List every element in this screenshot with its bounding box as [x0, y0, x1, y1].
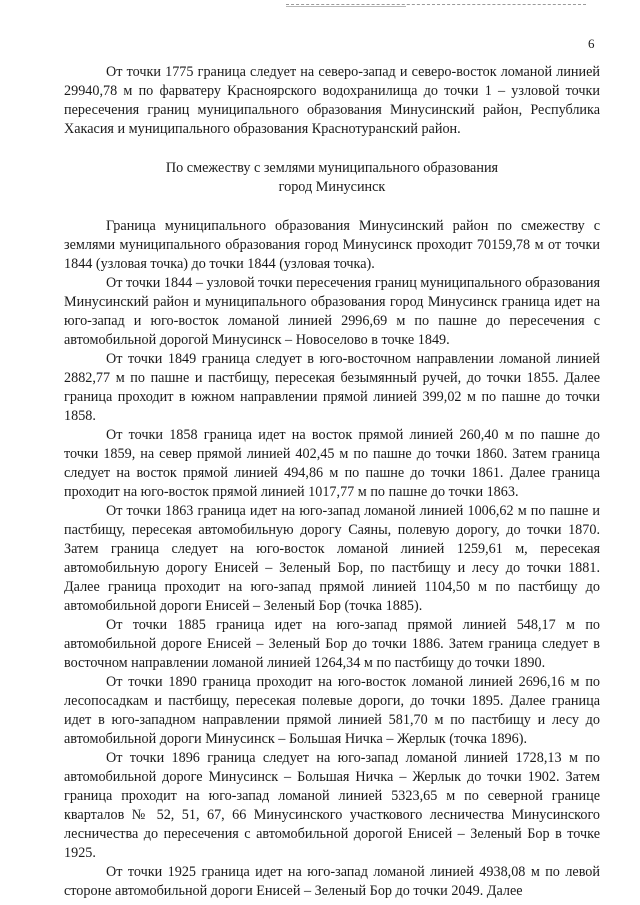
intro-paragraph: От точки 1775 граница следует на северо-запад и северо-восток ломаной линией 29940,78 м по фарватеру Красноярского водохранилища до точки 1 – узловой точки пересечения границ муниципального образования Минусинский район, Республика Хакасия и муниципального образования Краснотуранский район. — [64, 64, 600, 137]
paragraph: От точки 1885 граница идет на юго-запад прямой линией 548,17 м по автомобильной дороге Енисей – Зеленый Бор до точки 1886. Затем граница следует в восточном направлении ломаной линией 1264,34 м по пастбищу до точки 1890. — [64, 617, 600, 671]
scan-edge-rule-secondary — [286, 6, 406, 7]
paragraph: От точки 1844 – узловой точки пересечения границ муниципального образования Минусинский район и муниципального образования город Минусинск граница идет на юго-запад и юго-восток ломаной линией 2996,69 м по пашне до пересечения с автомобильной дорогой Минусинск – Новоселово в точке 1849. — [64, 275, 600, 348]
paragraph: От точки 1858 граница идет на восток прямой линией 260,40 м по пашне до точки 1859, на север прямой линией 402,45 м по пашне до точки 1860. Затем граница следует на восток прямой линией 494,86 м по пашне до точки 1861. Далее граница проходит на юго-восток прямой линией 1017,77 м по пашне до точки 1863. — [64, 427, 600, 500]
paragraph: От точки 1896 граница следует на юго-запад ломаной линией 1728,13 м по автомобильной дороге Минусинск – Большая Ничка – Жерлык до точки 1902. Затем граница проходит на юго-запад ломаной линией 5323,65 м по северной границе кварталов № 52, 51, 67, 66 Минусинского участкового лесничества Минусинского лесничества до пересечения с автомобильной дорогой Енисей – Зеленый Бор в точке 1925. — [64, 750, 600, 861]
paragraph: Граница муниципального образования Минусинский район по смежеству с землями муниципального образования город Минусинск проходит 70159,78 м от точки 1844 (узловая точка) до точки 1844 (узловая точка). — [64, 218, 600, 272]
section-heading-line-2: город Минусинск — [278, 179, 386, 195]
paragraph: От точки 1863 граница идет на юго-запад ломаной линией 1006,62 м по пашне и пастбищу, пересекая автомобильную дорогу Саяны, полевую дорогу, до точки 1870. Затем граница следует на юго-восток ломаной линией 1259,61 м, пересекая автомобильную дорогу Енисей – Зеленый Бор, по пастбищу и лесу до точки 1881. Далее граница проходит на юго-запад прямой линией 1104,50 м по пастбищу до автомобильной дороги Енисей – Зеленый Бор (точка 1885). — [64, 503, 600, 614]
page-number: 6 — [588, 36, 595, 51]
paragraph: От точки 1849 граница следует в юго-восточном направлении ломаной линией 2882,77 м по пашне и пастбищу, пересекая безымянный ручей, до точки 1855. Далее граница проходит в южном направлении прямой линией 399,02 м по пашне до точки 1858. — [64, 351, 600, 424]
paragraph: От точки 1890 граница проходит на юго-восток ломаной линией 2696,16 м по лесопосадкам и пастбищу, пересекая полевые дороги, до точки 1895. Далее граница идет в юго-западном направлении прямой линией 581,70 м по пастбищу и лесу до автомобильной дороги Минусинск – Большая Ничка – Жерлык (точка 1896). — [64, 674, 600, 747]
section-heading-line-1: По смежеству с землями муниципального образования — [165, 160, 499, 176]
document-body — [64, 63, 600, 901]
paragraph: От точки 1925 граница идет на юго-запад ломаной линией 4938,08 м по левой стороне автомобильной дороги Енисей – Зеленый Бор до точки 2049. Далее — [64, 864, 600, 899]
scan-edge-rule — [286, 4, 586, 5]
section-heading — [64, 159, 600, 197]
